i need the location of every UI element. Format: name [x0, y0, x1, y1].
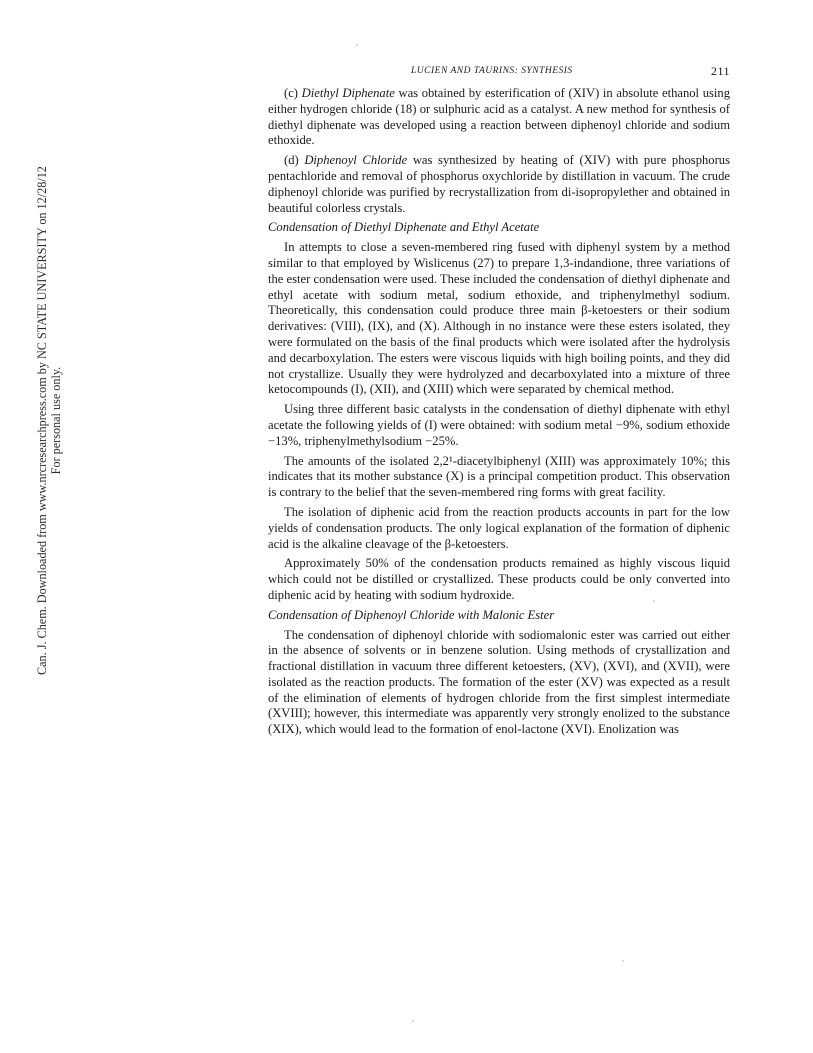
paragraph: The isolation of diphenic acid from the reaction products accounts in part for the low yields of condensation products. The only logical explanation of the formation of diphenic acid is the alkaline cleavage of the β-ketoesters. [268, 504, 730, 551]
page-number: 211 [710, 64, 730, 78]
scan-speck [356, 44, 358, 46]
section-heading-ester-condensation: Condensation of Diethyl Diphenate and Ethyl Acetate [268, 220, 540, 235]
paragraph: Approximately 50% of the condensation products remained as highly viscous liquid which could not be distilled or crystallized. These products could be only converted into diphenic acid by heating with sodium hydroxide. [268, 556, 730, 602]
download-watermark-text [35, 166, 63, 675]
scan-speck [653, 600, 655, 602]
watermark-line-1: Can. J. Chem. Downloaded from www.nrcresearchpress.com by NC STATE UNIVERSITY on 12/28/12 [35, 166, 49, 675]
paragraph-prefix: (d) [284, 153, 305, 168]
paragraph: The amounts of the isolated 2,2¹-diacetylbiphenyl (XIII) was approximately 10%; this indicates that its mother substance (X) is a principal competition product. This observation is contrary to the belief that the seven-membered ring forms with great facility. [268, 453, 730, 500]
watermark-line-2: For personal use only. [49, 366, 63, 475]
paragraph-text: was obtained by esterification of (XIV) in absolute ethanol using either hydrogen chloride (18) or sulphuric acid as a catalyst. A new method for synthesis of diethyl diphenate was developed using a reaction between diphenoyl chloride and sodium ethoxide. [268, 86, 730, 148]
paragraph-text: was synthesized by heating of (XIV) with pure phosphorus pentachloride and removal of phosphorus oxychloride by distillation in vacuum. The crude diphenoyl chloride was purified by recrystallization from di-isopropylether and obtained in beautiful colorless crystals. [268, 153, 730, 215]
paragraph-diphenoyl-chloride [268, 153, 730, 216]
paragraph-lead-in: Diethyl Diphenate [301, 86, 395, 100]
page-header [268, 64, 730, 80]
paragraph: In attempts to close a seven-membered ring fused with diphenyl system by a method similar to that employed by Wislicenus (27) to prepare 1,3-indandione, three variations of the ester condensation were used. These included the condensation of diethyl diphenate and ethyl acetate with sodium metal, sodium ethoxide, and triphenylmethyl sodium. Theoretically, this condensation could produce three main β-ketoesters or their sodium derivatives: (VIII), (IX), and (X). Although in no instance were these esters isolated, they were formulated on the basis of the final products which were isolated after the hydrolysis and decarboxylation. The esters were viscous liquids with high boiling points, and they did not crystallize. Usually they were hydrolyzed and decarboxylated into a mixture of three ketocompounds (I), (XII), and (XIII) which were separated by chemical method. [268, 240, 730, 397]
download-watermark [0, 166, 63, 690]
body-text [268, 86, 730, 742]
paragraph: Using three different basic catalysts in the condensation of diethyl diphenate with ethyl acetate the following yields of (I) were obtained: with sodium metal −9%, sodium ethoxide −13%, triphenylmethylsodium −25%. [268, 402, 730, 448]
paragraph: The condensation of diphenoyl chloride with sodiomalonic ester was carried out either in the absence of solvents or in benzene solution. Using methods of crystallization and fractional distillation in vacuum three different ketoesters, (XV), (XVI), and (XVII), were isolated as the reaction products. The formation of the ester (XV) was expected as a result of the elimination of elements of hydrogen chloride from the first simplest intermediate (XVIII); however, this intermediate was apparently very strongly enolized to the substance (XIX), which would lead to the formation of enol-lactone (XVI). Enolization was [268, 627, 730, 737]
paragraph-diethyl-diphenate [268, 86, 730, 149]
section-heading-malonic-ester: Condensation of Diphenoyl Chloride with Malonic Ester [268, 607, 555, 622]
scan-speck [622, 960, 624, 962]
paragraph-lead-in: Diphenoyl Chloride [304, 153, 408, 168]
scan-speck [412, 1020, 414, 1022]
paragraph-prefix: (c) [284, 86, 302, 100]
running-head: LUCIEN AND TAURINS: SYNTHESIS [411, 66, 573, 76]
